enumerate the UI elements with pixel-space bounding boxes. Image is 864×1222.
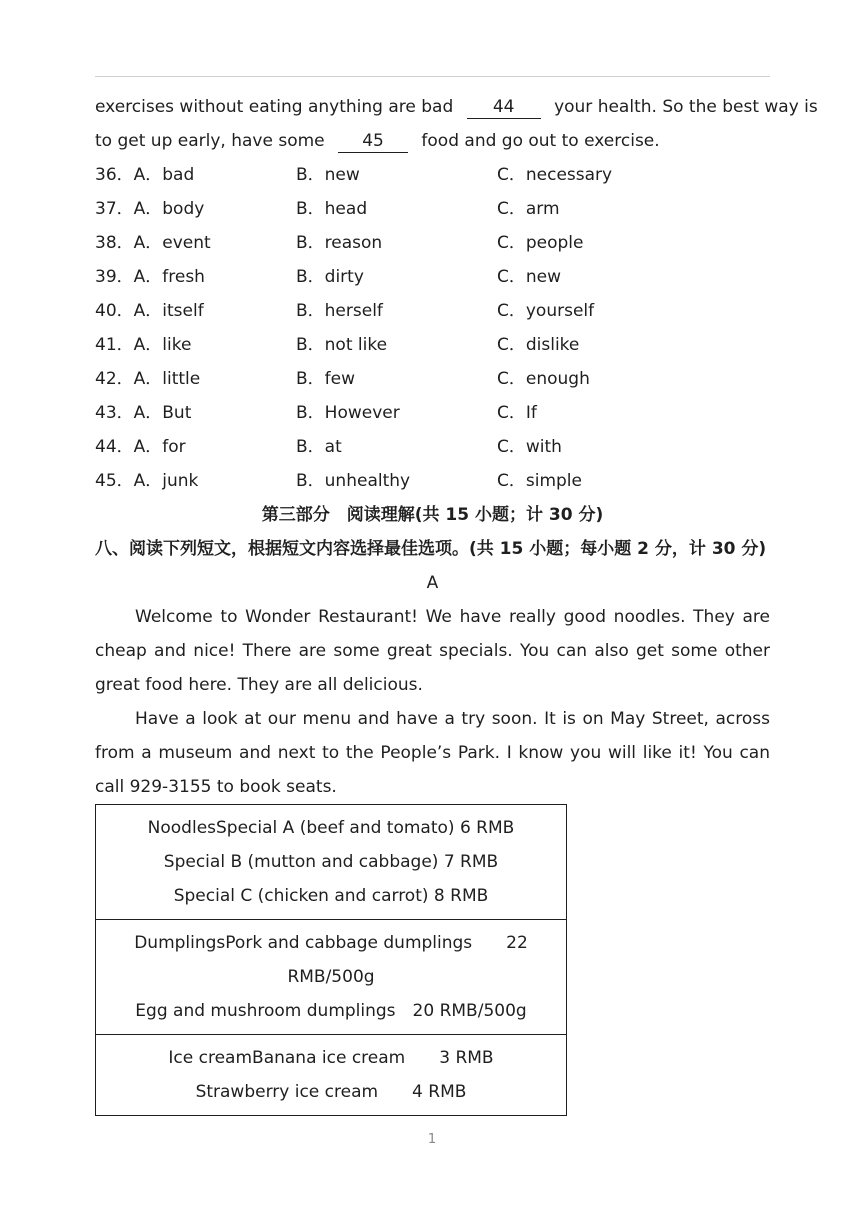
option-c: C．enough [497,369,590,389]
option-row [95,192,770,226]
option-c: C．dislike [497,335,580,355]
option-row [95,158,770,192]
intro-line-2 [95,124,770,158]
option-b: B．herself [296,301,383,321]
page-content [95,90,818,804]
option-b: B．However [296,403,400,423]
option-row [95,226,770,260]
intro-line-1 [95,90,818,124]
option-a: 41．A．like [95,335,192,355]
option-b: B．new [296,165,360,185]
option-row [95,294,770,328]
option-c: C．with [497,437,562,457]
intro-text: exercises without eating anything are bad [95,97,454,117]
option-row [95,430,770,464]
menu-line: RMB/500g [287,967,375,987]
menu-noodles-cell [96,805,566,919]
blank-45: 45 [338,130,408,153]
option-a: 42．A．little [95,369,201,389]
option-row [95,328,770,362]
option-b: B．not like [296,335,388,355]
option-a: 39．A．fresh [95,267,205,287]
option-list [95,158,770,498]
menu-line: Egg and mushroom dumplings 20 RMB/500g [135,1001,527,1021]
option-row [95,260,770,294]
option-a: 38．A．event [95,233,211,253]
passage-paragraph-1: Welcome to Wonder Restaurant! We have really good noodles. They are cheap and nice! There are some great specials. You can also get some other great food here. They are all delicious. [95,607,770,695]
passage-label: A [426,573,439,593]
option-c: C．yourself [497,301,595,321]
menu-line: NoodlesSpecial A (beef and tomato) 6 RMB [147,818,515,838]
option-row [95,362,770,396]
option-c: C．necessary [497,165,613,185]
passage-paragraph-2: Have a look at our menu and have a try soon. It is on May Street, across from a museum and next to the People’s Park. I know you will like it! You can call 929-3155 to book seats. [95,709,770,797]
option-b: B．reason [296,233,383,253]
option-c: C．people [497,233,584,253]
option-c: C．new [497,267,562,287]
option-a: 36．A．bad [95,165,195,185]
option-a: 43．A．But [95,403,192,423]
menu-line: Special B (mutton and cabbage) 7 RMB [163,852,499,872]
menu-line: Strawberry ice cream 4 RMB [195,1082,467,1102]
option-a: 37．A．body [95,199,205,219]
menu-line: Special C (chicken and carrot) 8 RMB [173,886,489,906]
option-a: 45．A．junk [95,471,199,491]
option-c: C．If [497,403,537,423]
option-row [95,396,770,430]
page-number: 1 [427,1132,437,1147]
menu-icecream-cell [96,1034,566,1115]
option-a: 44．A．for [95,437,186,457]
option-b: B．head [296,199,368,219]
menu-table [95,804,567,1116]
intro-text: food and go out to exercise. [421,131,660,151]
option-b: B．unhealthy [296,471,411,491]
menu-line: Ice creamBanana ice cream 3 RMB [168,1048,494,1068]
section-title: 第三部分 阅读理解(共 15 小题；计 30 分) [261,505,604,525]
header-rule [95,76,770,77]
menu-dumplings-cell [96,919,566,1034]
blank-44: 44 [467,96,541,119]
option-c: C．simple [497,471,582,491]
option-b: B．dirty [296,267,364,287]
intro-text: to get up early, have some [95,131,325,151]
option-row [95,464,770,498]
menu-line: DumplingsPork and cabbage dumplings 22 [134,933,528,953]
option-a: 40．A．itself [95,301,204,321]
option-b: B．few [296,369,356,389]
option-b: B．at [296,437,342,457]
option-c: C．arm [497,199,560,219]
section-instruction: 八、阅读下列短文，根据短文内容选择最佳选项。(共 15 小题；每小题 2 分，计 30 分) [95,539,767,559]
intro-text: your health. So the best way is [554,97,818,117]
